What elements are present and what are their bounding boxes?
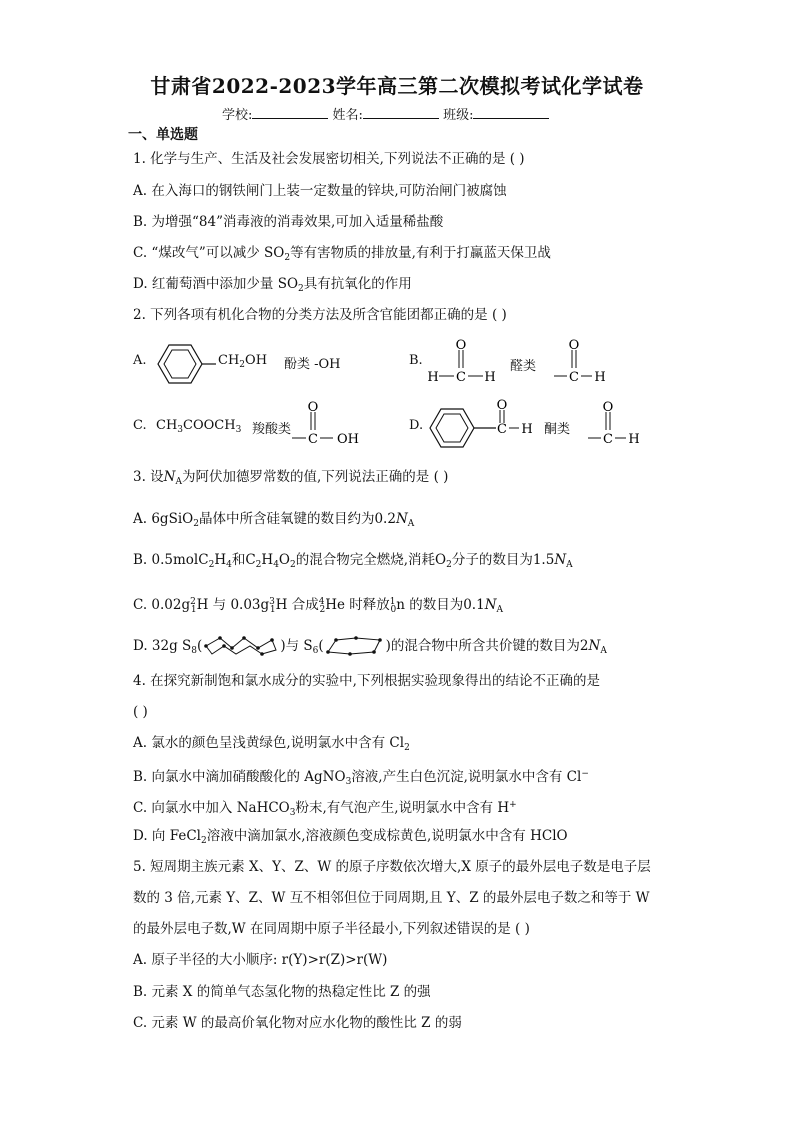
q3-option-d: D. 32g $S_8$( )与 $S_6$( )的混合物中所含共价键的数目为$2N_A$ — [133, 634, 607, 660]
atom-c: C — [497, 422, 507, 437]
atom-o: O — [602, 400, 614, 415]
atom-c: C — [603, 432, 613, 447]
q4-d-post: 溶液中滴加氯水,溶液颜色变成棕黄色,说明氯水中含有 HClO — [206, 828, 568, 844]
superscript: + — [509, 800, 517, 810]
q4-stem-line2: ( ) — [133, 704, 148, 720]
class-label: 班级: — [443, 108, 474, 123]
q2-option-d-label: D. — [409, 418, 424, 433]
q1-c-post: 等有害物质的排放量,有利于打赢蓝天保卫战 — [290, 245, 551, 261]
section-title: 一、单选题 — [128, 127, 198, 143]
school-label: 学校: — [222, 108, 253, 123]
subscript: 2 — [200, 836, 207, 846]
q3-d-value: 2 — [579, 638, 589, 654]
q2-option-c-label: C. — [133, 418, 147, 433]
atom-h: H — [521, 422, 533, 437]
aldehyde-group-structure — [586, 400, 646, 448]
q1-option-d — [133, 275, 412, 298]
subscript: A — [407, 519, 415, 529]
q4-a-text: A. 氯水的颜色呈浅黄绿色,说明氯水中含有 Cl — [133, 735, 405, 751]
subscript: 2 — [193, 519, 199, 529]
subscript: 2 — [239, 360, 246, 370]
benzaldehyde-structure — [426, 398, 538, 452]
q4-c-post: 粉末,有气泡产生,说明氯水中含有 H — [295, 800, 510, 816]
q2-b-class: 醛类 — [510, 359, 537, 374]
sio2-formula: SiO — [168, 511, 194, 527]
and-text: 和 — [231, 552, 246, 568]
q1-d-post: 具有抗氧化的作用 — [303, 276, 412, 292]
atom-c: C — [456, 370, 466, 385]
q4-option-d — [133, 827, 568, 850]
q3-option-b: B. $0.5molC_2H_4$和$C_2H_4O_2$的混合物完全燃烧,消耗$O_2$分子的数目为$1.5N_A$ — [133, 552, 573, 570]
q3-a-value: 0.2 — [374, 511, 396, 527]
q4-option-b — [133, 765, 589, 791]
q1-option-b: B. 为增强“84”消毒液的消毒效果,可加入适量稀盐酸 — [133, 214, 444, 230]
atom-o: O — [568, 338, 580, 353]
atom-h: H — [484, 370, 496, 385]
carboxyl-group-structure — [290, 400, 366, 448]
s6-ring-structure — [324, 634, 386, 656]
subscript: A — [600, 646, 607, 656]
q3-c-h2: H 与 0.03g — [196, 597, 270, 613]
atom-o: O — [496, 398, 508, 413]
q3-b-value: 1.5 — [532, 552, 555, 568]
ch-text: CH — [156, 418, 178, 433]
atom-c: C — [308, 432, 318, 447]
q3-c-pre: C. 0.02g — [133, 597, 191, 613]
q3-c-n: n 的数目为 — [396, 597, 464, 613]
atom-h: H — [594, 370, 606, 385]
q3-b-post: 分子的数目为 — [451, 552, 533, 568]
q2-d-class: 酮类 — [544, 422, 571, 437]
q1-stem: 1. 化学与生产、生活及社会发展密切相关,下列说法不正确的是 ( ) — [133, 151, 525, 167]
subscript: 6 — [312, 646, 319, 656]
c-symbol: C — [245, 552, 256, 568]
na-symbol: N — [163, 469, 176, 485]
oh-text: OH — [245, 353, 268, 368]
q4-stem-line1: 4. 在探究新制饱和氯水成分的实验中,下列根据实验现象得出的结论不正确的是 — [133, 673, 600, 689]
q5-stem-line3: 的最外层电子数,W 在同周期中原子半径最小,下列叙述错误的是 ( ) — [133, 921, 530, 937]
q3-d-mid: )与 S — [280, 638, 313, 654]
atom-o: O — [307, 400, 319, 415]
q2-stem: 2. 下列各项有机化合物的分类方法及所含官能团都正确的是 ( ) — [133, 307, 507, 323]
c-symbol: C — [198, 552, 209, 568]
q3-stem-pre: 3. 设 — [133, 469, 164, 485]
q1-c-pre: C. “煤改气”可以减少 SO — [133, 245, 285, 261]
q3-a-pre: A. 6g — [133, 511, 169, 527]
subscript: 3 — [289, 808, 296, 818]
q2-a-class: 酚类 -OH — [284, 357, 341, 372]
q3-c-he: He 时释放 — [325, 597, 390, 613]
exam-title: 甘肃省2022-2023学年高三第二次模拟考试化学试卷 — [150, 74, 644, 98]
q3-stem — [133, 468, 448, 491]
q2-a-group — [218, 353, 267, 370]
subscript: 2 — [298, 284, 304, 294]
na-symbol: N — [395, 511, 408, 527]
q4-b-post: 溶液,产生白色沉淀,说明氯水中含有 Cl — [351, 769, 582, 785]
q3-c-value: 0.1 — [463, 597, 485, 613]
q4-option-c — [133, 796, 517, 822]
q4-d-pre: D. 向 FeCl — [133, 828, 201, 844]
q3-b-pre: B. 0.5mol — [133, 552, 199, 568]
name-label: 姓名: — [332, 108, 363, 123]
q4-option-a — [133, 734, 410, 757]
subscript: A — [566, 560, 573, 570]
aldehyde-group-structure — [552, 338, 612, 386]
atom-h: H — [628, 432, 640, 447]
subscript: A — [175, 477, 182, 487]
q2-c-formula — [156, 418, 241, 435]
s8-ring-structure — [202, 634, 280, 656]
q1-d-pre: D. 红葡萄酒中添加少量 SO — [133, 276, 299, 292]
name-blank[interactable] — [363, 105, 439, 119]
subscript: 2 — [446, 560, 452, 570]
formaldehyde-structure — [426, 338, 506, 386]
ch-text: CH — [218, 353, 240, 368]
subscript: 2 — [255, 560, 262, 570]
q3-option-a — [133, 510, 414, 533]
q1-option-c — [133, 244, 551, 267]
atom-oh: OH — [337, 432, 359, 447]
q5-option-b: B. 元素 X 的简单气态氢化物的热稳定性比 Z 的强 — [133, 984, 431, 1000]
q5-stem-line2: 数的 3 倍,元素 Y、Z、W 互不相邻但位于同周期,且 Y、Z 的最外层电子数之和等于 W — [133, 890, 650, 906]
na-symbol: N — [554, 552, 567, 568]
cooch-text: COOCH — [183, 418, 236, 433]
subscript: 8 — [191, 646, 198, 656]
q5-option-c: C. 元素 W 的最高价氧化物对应水化物的酸性比 Z 的弱 — [133, 1015, 462, 1031]
subscript: 2 — [404, 743, 410, 753]
q2-c-class: 羧酸类 — [252, 422, 292, 437]
subscript: A — [496, 605, 504, 615]
subscript: 2 — [284, 253, 291, 263]
subscript: 2 — [208, 560, 215, 570]
atom-c: C — [569, 370, 579, 385]
atom-o: O — [455, 338, 467, 353]
student-info-line — [222, 104, 549, 123]
subscript: 3 — [177, 425, 184, 435]
subscript: 2 — [290, 560, 296, 570]
q5-stem-line1: 5. 短周期主族元素 X、Y、Z、W 的原子序数依次增大,X 原子的最外层电子数是电子层 — [133, 859, 651, 875]
q3-b-mid: 的混合物完全燃烧,消耗 — [295, 552, 436, 568]
na-symbol: N — [484, 597, 497, 613]
q1-option-a: A. 在入海口的钢铁闸门上装一定数量的锌块,可防治闸门被腐蚀 — [133, 183, 507, 199]
subscript: 3 — [235, 425, 242, 435]
q2-option-b-label: B. — [409, 353, 423, 368]
class-blank[interactable] — [473, 105, 549, 119]
q3-stem-post: 为阿伏加德罗常数的值,下列说法正确的是 ( ) — [181, 469, 449, 485]
q3-d-post: )的混合物中所含共价键的数目为 — [385, 638, 580, 654]
q3-a-post: 晶体中所含硅氧键的数目约为 — [198, 511, 375, 527]
subscript: 3 — [345, 777, 352, 787]
q3-option-c: C. $0.02g^2_1H$ 与 $0.03g^3_1H$ 合成$^4_2$He 时释放$^1_0$n 的数目为$0.1N_A$ — [133, 597, 504, 615]
q3-d-pre: D. 32g S — [133, 638, 192, 654]
q3-c-h3: H 合成 — [275, 597, 319, 613]
q4-b-pre: B. 向氯水中滴加硝酸酸化的 AgNO — [133, 769, 346, 785]
school-blank[interactable] — [252, 105, 328, 119]
atom-h: H — [427, 370, 439, 385]
superscript: − — [581, 769, 589, 779]
q5-option-a: A. 原子半径的大小顺序: r(Y)>r(Z)>r(W) — [133, 952, 388, 968]
q2-option-a-label: A. — [133, 353, 147, 368]
q4-c-pre: C. 向氯水中加入 NaHCO — [133, 800, 290, 816]
o-symbol: O — [435, 552, 447, 568]
na-symbol: N — [588, 638, 601, 654]
